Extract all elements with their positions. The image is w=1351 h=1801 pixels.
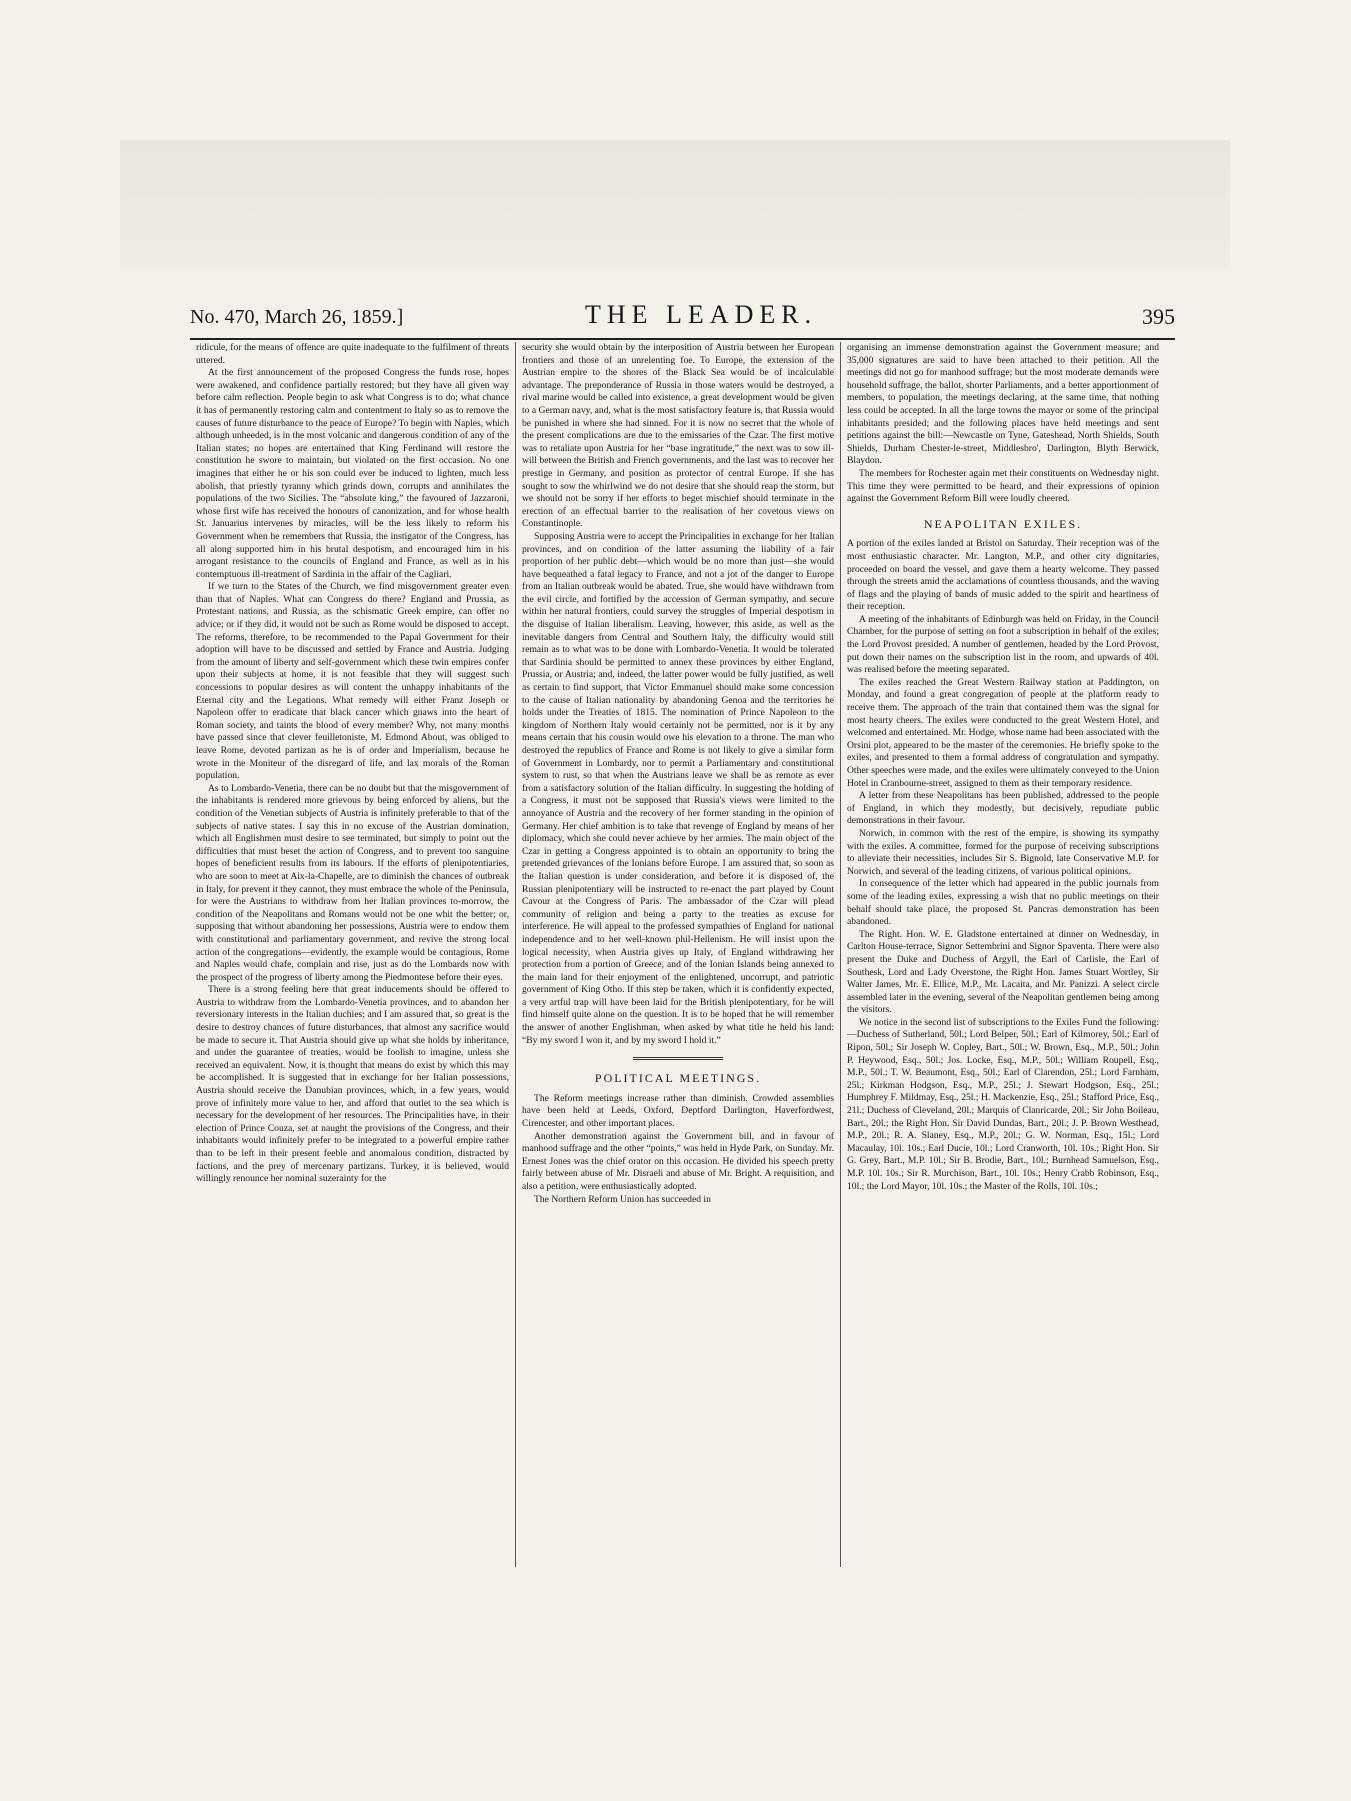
paragraph: At the first announcement of the proposed Congress the funds rose, hopes were awakened, and confidence partially restored; but they have all given way before calm reflection. People begin to ask what Congress is to do; what chance it has of permanently restoring calm and contentment to Italy so as to remove the causes of future disturbance to the peace of Europe? To begin with Naples, which although unheeded, is in the most volcanic and dangerous condition of any of the Italian states; no hopes are entertained that King Ferdinand will restore the constitution he swore to maintain, but violated on the first occasion. No one imagines that either he or his son could ever be induced to lighten, much less abolish, that priestly tyranny which grinds down, corrupts and annihilates the populations of the two Sicilies. The “absolute king,” the favoured of Jazzaroni, whose first wife has received the honours of canonization, and for whose health St. Januarius intervenes by miracles, will be the less likely to reform his Government when he remembers that Russia, the instigator of the Congress, has all along supported him in his brutal despotism, and encouraged him in his arrogant resistance to the councils of England and France, as well as in his contemptuous ill-treatment of Sardinia in the affair of the Cagliari. (196, 367, 509, 580)
paragraph: The Right. Hon. W. E. Gladstone entertained at dinner on Wednesday, in Carlton House-terrace, Signor Settembrini and Signor Spaventa. There were also present the Duke and Duchess of Argyll, the Earl of Carlisle, the Earl of Southesk, Lord and Lady Overstone, the Right Hon. James Stuart Wortley, Sir Walter James, Mr. E. Ellice, M.P., Mr. Lacaita, and Mr. Panizzi. A select circle assembled later in the evening, several of the Neapolitan gentlemen being among the visitors. (847, 928, 1159, 1016)
paragraph: security she would obtain by the interposition of Austria between her European frontiers and those of an unrelenting foe. To Europe, the extension of the Austrian empire to the shores of the Black Sea would be of incalculable advantage. The preponderance of Russia in those waters would be destroyed, a rival marine would be called into existence, a great development would be given to a German navy, and, what is the most satisfactory feature is, that Russia would be punished in where she had sinned. For it is now no secret that the whole of the present complications are due to the emissaries of the Czar. The first motive was to retaliate upon Austria for her “base ingratitude,” the next was to sow ill-will between the British and French governments, and the last was to recover her prestige in Germany, and position as protector of central Europe. If she has sought to sow the whirlwind we do not desire that she should reap the storm, but we should not be sorry if her efforts to beget mischief should terminate in the erection of an effectual barrier to the realisation of her covetous views on Constantinople. (522, 342, 834, 530)
paragraph: A portion of the exiles landed at Bristol on Saturday. Their reception was of the most enthusiastic character. Mr. Langton, M.P., and other city dignitaries, proceeded on board the vessel, and gave them a hearty welcome. They passed through the streets amid the acclamations of countless thousands, and the waving of flags and the playing of bands of music added to the spirit and heartiness of their reception. (847, 538, 1159, 613)
section-heading-political-meetings: POLITICAL MEETINGS. (594, 1071, 762, 1086)
paragraph: Another demonstration against the Government bill, and in favour of manhood suffrage and the other “points,” was held in Hyde Park, on Sunday. Mr. Ernest Jones was the chief orator on this occasion. He divided his speech pretty fairly between abuse of Mr. Disraeli and abuse of Mr. Bright. A requisition, and also a petition, were enthusiastically adopted. (522, 1130, 834, 1192)
issue-date: No. 470, March 26, 1859.] (190, 306, 404, 328)
paragraph: The Reform meetings increase rather than diminish. Crowded assemblies have been held at Leeds, Oxford, Deptford Darlington, Haverfordwest, Cirencester, and other important places. (522, 1092, 834, 1130)
paragraph: The exiles reached the Great Western Railway station at Paddington, on Monday, and found a great congregation of people at the platform ready to receive them. The approach of the train that contained them was the signal for most hearty cheers. The exiles were conducted to the great Western Hotel, and welcomed and entertained. Mr. Hodge, whose name had been associated with the Orsini plot, appeared to be the master of the ceremonies. He briefly spoke to the exiles, and presented to them a formal address of congratulation and sympathy. Other speeches were made, and the exiles were ultimately conveyed to the Union Hotel in Cranbourne-street, assigned to them as their temporary residence. (847, 676, 1159, 789)
paragraph: ridicule, for the means of offence are quite inadequate to the fulfilment of threats uttered. (196, 342, 509, 366)
paragraph: A letter from these Neapolitans has been published, addressed to the people of England, in which they modestly, but decisively, repudiate public demonstrations in their favour. (847, 790, 1159, 827)
paragraph: The members for Rochester again met their constituents on Wednesday night. This time they were permitted to be heard, and their expressions of opinion against the Government Reform Bill were loudly cheered. (847, 467, 1159, 505)
column-1 (190, 342, 515, 1567)
paragraph: If we turn to the States of the Church, we find misgovernment greater even than that of Naples. What can Congress do there? England and Prussia, as Protestant nations, and Russia, as the schismatic Greek empire, can offer no advice; or if they did, it would not be such as Rome would be disposed to accept. The reforms, therefore, to be recommended to the Papal Government for their adoption will have to be discussed and settled by France and Austria. Judging from the amount of liberty and self-government which these twin empires confer upon their subjects at home, it is not feasible that they will suggest such concessions to popular desires as will content the unhappy inhabitants of the Eternal city and the Legations. What remedy will either Franz Joseph or Napoleon offer to eradicate that black cancer which gnaws into the heart of Roman society, and taints the blood of every member? Why, not many months have passed since that clever feuilletoniste, M. Edmond About, was obliged to leave Rome, devoted partizan as he is of order and Imperialism, because he wrote in the Moniteur of the disregard of life, and lax morals of the Roman population. (196, 581, 509, 782)
section-heading-neapolitan-exiles: NEAPOLITAN EXILES. (923, 516, 1083, 531)
newspaper-title: THE LEADER. (585, 300, 818, 329)
paragraph: Supposing Austria were to accept the Principalities in exchange for her Italian provinces, and on condition of the latter assuming the liability of a fair proportion of her public debt—which would be no more than just—she would have bequeathed a fatal legacy to France, and not a jot of the danger to Europe from an Italian outbreak would be abated. True, she would have withdrawn from the evil circle, and fortified by the accession of German sympathy, and secure within her natural frontiers, could survey the struggles of Imperial despotism in the disguise of Italian liberalism. Leaving, however, this aside, as well as the inevitable dangers from Central and Southern Italy, the difficulty would still remain as to what was to be done with Lombardo-Venetia. It would be tolerated that Sardinia should be permitted to annex these provinces by either England, Prussia, or Austria; and, indeed, the latter power would be fully justified, as well as certain to find support, that Victor Emmanuel should make some concession to the cause of Italian nationality by abandoning Genoa and the territories he holds under the Treaties of 1815. The nomination of Prince Napoleon to the kingdom of Northern Italy would certainly not be permitted, nor is it by any means certain that his cousin would owe his elevation to a throne. The man who destroyed the republics of France and Rome is not likely to give a similar form of Government in Lombardy, nor to permit a Parliamentary and constitutional system to rust, so that when the Austrians leave we shall be as remote as ever from a satisfactory solution of the Italian difficulty. In suggesting the holding of a Congress, it must not be supposed that Russia's views were limited to the annoyance of Austria and the recovery of her former standing in the opinion of Germany. Her chief ambition is to take that revenge of England by means of her diplomacy, which she could never achieve by her armies. The main object of the Czar in getting a Congress appointed is to obtain an opportunity to bring the pretended grievances of the Ionians before Europe. I am assured that, so soon as the Italian question is under consideration, and before it is disposed of, the Russian plenipotentiary will be instructed to re-enact the part played by Count Cavour at the Congress of Paris. The ambassador of the Czar will plead community of religion and being a party to the treaties as excuse for interference. He will appeal to the professed sympathies of England for national independence and to her well-known phil-Hellenism. He will insist upon the logical necessity, when Austria gives up Italy, of England withdrawing her protection from a portion of Greece, and of the Ionian Islands being annexed to the main land for their enjoyment of the enlightened, uncorrupt, and patriotic government of King Otho. If this step be taken, which it is confidently expected, a very artful trap will have been laid for the British plenipotentiary, for he will find himself quite alone on the question. It is to be hoped that he will remember the answer of another Englishman, when asked by what title he held his land: “By my sword I won it, and by my sword I hold it.” (522, 530, 834, 1046)
paragraph: Norwich, in common with the rest of the empire, is showing its sympathy with the exiles. A committee, formed for the purpose of receiving subscriptions to alleviate their necessities, includes Sir S. Bignold, late Conservative M.P. for Norwich, and several of the leading citizens, of various political opinions. (847, 827, 1159, 877)
paragraph: As to Lombardo-Venetia, there can be no doubt but that the misgovernment of the inhabitants is rendered more grievous by being enforced by aliens, but the condition of the Venetian subjects of Austria is infinitely preferable to that of the subjects of native states. I say this in no excuse of the Austrian domination, which all Englishmen must desire to see terminated, but simply to point out the difficulties that must beset the action of Congress, and to prevent too sanguine hopes of beneficient results from its labours. If the efforts of plenipotentiaries, who are soon to meet at Aix-la-Chapelle, are to diminish the chances of outbreak in Italy, for prevent it they cannot, they must embrace the whole of the Peninsula, for were the Austrians to withdraw from her Italian provinces to-morrow, the condition of the Neapolitans and Romans would not be one whit the better; or, supposing that without abandoning her possessions, Austria were to endow them with constitutional and parliamentary government, and revive the strong local action of the congregations—evidently, the example would be contagious, Rome and Naples would chafe, complain and rise, just as do the Lombards now with the prospect of the progress of liberty among the Piedmontese before their eyes. (196, 782, 509, 983)
paragraph: In consequence of the letter which had appeared in the public journals from some of the leading exiles, expressing a wish that no public meetings on their behalf should take place, the proposed St. Pancras demonstration has been abandoned. (847, 878, 1159, 928)
masthead (190, 298, 1175, 340)
paragraph: There is a strong feeling here that great inducements should be offered to Austria to withdraw from the Lombardo-Venetia provinces, and to abandon her reversionary interests in the Italian duchies; and I am assured that, so great is the desire to destroy chances of future disturbances, that almost any sacrifice would be made to secure it. That Austria should give up what she holds by inheritance, and under the guarantee of treaties, would be foolish to imagine, unless she received an equivalent. Now, it is thought that means do exist by which this may be accomplished. It is suggested that in exchange for her Italian possessions, Austria should receive the Danubian provinces, which, in a few years, would prove of infinitely more value to her, and afford that outlet to the sea which is necessary for the development of her resources. The Principalities have, in their election of Prince Couza, set at naught the provisions of the Congress, and their inhabitants would infinitely prefer to be integrated to a powerful empire rather than to be left in their present feeble and anomalous condition, distracted by factions, and the prey of mercenary partizans. Turkey, it is believed, would willingly renounce her nominal suzerainty for the (196, 984, 509, 1185)
section-rule (633, 1057, 723, 1060)
paragraph: A meeting of the inhabitants of Edinburgh was held on Friday, in the Council Chamber, for the purpose of setting on foot a subscription in behalf of the exiles; the Lord Provost presided. A number of gentlemen, headed by the Lord Provost, put down their names on the subscription list in the room, and upwards of 40l. was realised before the meeting separated. (847, 613, 1159, 676)
page-number: 395 (1142, 304, 1175, 329)
column-3 (840, 342, 1165, 1567)
paragraph: The Northern Reform Union has succeeded in (534, 1193, 711, 1205)
column-2 (515, 342, 840, 1567)
paragraph: organising an immense demonstration against the Government measure; and 35,000 signatures are said to have been attached to their petition. All the meetings did not go for manhood suffrage; but the most moderate demands were household suffrage, the ballot, shorter Parliaments, and a better apportionment of members, to population, the meetings declaring, at the same time, that nothing less could be accepted. In all the large towns the mayor or some of the principal inhabitants presided; and the following places have held meetings and sent petitions against the bill:—Newcastle on Tyne, Gateshead, North Shields, South Shields, Durham Chester-le-street, Middlesbro', Darlington, Blyth Berwick, Blaydon. (847, 342, 1159, 467)
scan-margin (120, 140, 1230, 270)
article-columns (190, 342, 1175, 1567)
paragraph: We notice in the second list of subscriptions to the Exiles Fund the following:—Duchess of Sutherland, 50l.; Lord Belper, 50l.; Earl of Kilmorey, 50l.; Earl of Ripon, 50l.; Sir Joseph W. Copley, Bart., 50l.; W. Brown, Esq., M.P., 50l.; John P. Heywood, Esq., 50l.; Jos. Locke, Esq., M.P., 50l.; William Roupell, Esq., M.P., 50l.; T. W. Beaumont, Esq., 50l.; Earl of Clarendon, 25l.; Lord Farnham, 25l.; Kirkman Hodgson, Esq., M.P., 25l.; J. Stewart Hodgson, Esq., 25l.; Humphrey F. Mildmay, Esq., 25l.; H. Mackenzie, Esq., 25l.; Stafford Price, Esq., 21l.; Duchess of Cleveland, 20l.; Marquis of Clanricarde, 20l.; Sir John Boileau, Bart., 20l.; the Right Hon. Sir David Dundas, Bart., 20l.; J. P. Brown Westhead, M.P., 20l.; R. A. Slaney, Esq., M.P., 20l.; G. W. Norman, Esq., 15l.; Lord Macaulay, 10l. 10s.; Earl Ducie, 10l.; Lord Cranworth, 10l. 10s.; Right Hon. Sir G. Grey, Bart., M.P. 10l.; Sir B. Brodie, Bart., 10l.; Burnhead Samuelson, Esq., M.P. 10l. 10s.; Sir R. Murchison, Bart., 10l. 10s.; Henry Crabb Robinson, Esq., 10l.; the Lord Mayor, 10l. 10s.; the Master of the Rolls, 10l. 10s.; (847, 1016, 1159, 1192)
